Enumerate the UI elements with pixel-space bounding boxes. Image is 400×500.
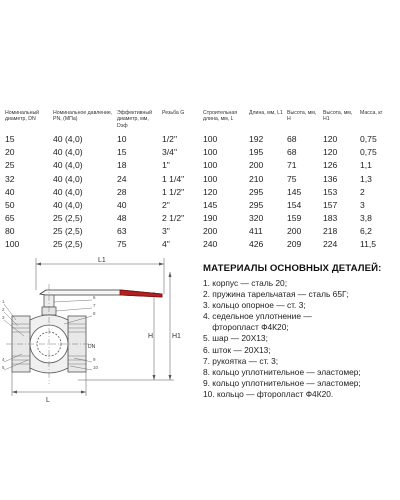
- table-cell: 25: [5, 160, 15, 171]
- table-row: [4, 238, 396, 251]
- table-cell: 24: [117, 173, 127, 184]
- table-cell: 50: [5, 199, 15, 210]
- table-cell: 25 (2,5): [53, 239, 83, 250]
- table-cell: 75: [117, 239, 127, 250]
- table-row: [4, 173, 396, 186]
- dim-label-h: H: [148, 333, 154, 340]
- table-cell: 1 1/4": [162, 173, 185, 184]
- materials-list: [203, 278, 399, 400]
- table-cell: 200: [287, 225, 302, 236]
- header-length-l: Строительная длина, мм, L: [203, 110, 238, 123]
- table-cell: 80: [5, 225, 15, 236]
- table-cell: 40 (4,0): [53, 199, 83, 210]
- valve-drawing: [2, 254, 202, 454]
- materials-list-item: 4. седельное уплотнение —: [203, 311, 312, 322]
- table-cell: 28: [117, 186, 127, 197]
- table-cell: 4": [162, 239, 170, 250]
- header-d-eff: Эффективный диаметр, мм, Dэф: [117, 110, 152, 129]
- table-cell: 3": [162, 225, 170, 236]
- header-thread: Резьба G: [162, 110, 185, 116]
- table-cell: 6,2: [360, 225, 372, 236]
- table-cell: 145: [287, 186, 302, 197]
- table-cell: 120: [203, 186, 218, 197]
- table-row: [4, 146, 396, 159]
- table-cell: 100: [203, 147, 218, 158]
- table-cell: 1 1/2": [162, 186, 185, 197]
- materials-list-item: 1. корпус — сталь 20;: [203, 278, 288, 288]
- table-cell: 126: [323, 160, 338, 171]
- table-cell: 145: [203, 199, 218, 210]
- table-cell: 63: [117, 225, 127, 236]
- table-cell: 100: [203, 160, 218, 171]
- callout-4: 4: [2, 357, 5, 362]
- table-cell: 1": [162, 160, 170, 171]
- table-cell: 2": [162, 199, 170, 210]
- table-cell: 1,1: [360, 160, 372, 171]
- materials-list-item: 3. кольцо опорное — ст. 3;: [203, 300, 306, 311]
- materials-list-item: 7. рукоятка — ст. 3;: [203, 355, 279, 366]
- callout-3: 3: [2, 315, 5, 320]
- table-cell: 320: [249, 212, 264, 223]
- header-mass: Масса, кг: [360, 110, 383, 116]
- table-cell: 25 (2,5): [53, 212, 83, 223]
- table-row: [4, 159, 396, 172]
- table-cell: 68: [287, 147, 297, 158]
- table-row: [4, 225, 396, 238]
- materials-list-item: 5. шар — 20Х13;: [203, 333, 268, 344]
- table-cell: 40 (4,0): [53, 134, 83, 145]
- table-cell: 200: [203, 225, 218, 236]
- table-cell: 20: [5, 147, 15, 158]
- header-height-h: Высота, мм, H: [287, 110, 317, 123]
- table-cell: 154: [287, 199, 302, 210]
- materials-list-item: 9. кольцо уплотнительное — эластомер;: [203, 377, 361, 388]
- table-cell: 183: [323, 212, 338, 223]
- table-cell: 1,3: [360, 173, 372, 184]
- table-cell: 65: [5, 212, 15, 223]
- header-dn: Номинальный диаметр, DN: [5, 110, 40, 123]
- table-cell: 1/2": [162, 134, 177, 145]
- materials-list-item: фторопласт Ф4К20;: [203, 322, 289, 333]
- table-cell: 100: [203, 173, 218, 184]
- callout-9: 9: [93, 357, 96, 362]
- table-cell: 40 (4,0): [53, 147, 83, 158]
- materials-list-item: 8. кольцо уплотнительное — эластомер;: [203, 366, 361, 377]
- dim-label-l: L: [46, 397, 50, 404]
- table-cell: 25 (2,5): [53, 225, 83, 236]
- table-cell: 40 (4,0): [53, 186, 83, 197]
- table-cell: 3/4": [162, 147, 177, 158]
- table-header-row: [4, 110, 396, 133]
- table-cell: 40 (4,0): [53, 160, 83, 171]
- callout-8: 8: [93, 311, 96, 316]
- callout-5: 5: [2, 365, 5, 370]
- materials-list-item: 2. пружина тарельчатая — сталь 65Г;: [203, 289, 349, 300]
- table-cell: 159: [287, 212, 302, 223]
- table-cell: 100: [5, 239, 20, 250]
- table-cell: 10: [117, 134, 127, 145]
- table-cell: 195: [249, 147, 264, 158]
- table-cell: 32: [5, 173, 15, 184]
- table-cell: 295: [249, 186, 264, 197]
- table-cell: 3,8: [360, 212, 372, 223]
- callout-1: 1: [2, 299, 5, 304]
- table-cell: 192: [249, 134, 264, 145]
- table-cell: 40: [117, 199, 127, 210]
- table-cell: 15: [5, 134, 15, 145]
- table-cell: 11,5: [360, 239, 377, 250]
- table-row: [4, 133, 396, 146]
- table-cell: 218: [323, 225, 338, 236]
- table-row: [4, 212, 396, 225]
- header-length-l1: Длина, мм, L1: [249, 110, 283, 116]
- callout-6: 6: [93, 295, 96, 300]
- table-cell: 136: [323, 173, 338, 184]
- table-cell: 71: [287, 160, 297, 171]
- table-cell: 0,75: [360, 134, 377, 145]
- table-cell: 200: [249, 160, 264, 171]
- table-cell: 295: [249, 199, 264, 210]
- materials-title: МАТЕРИАЛЫ ОСНОВНЫХ ДЕТАЛЕЙ:: [203, 263, 382, 274]
- table-cell: 3: [360, 199, 365, 210]
- table-cell: 153: [323, 186, 338, 197]
- table-cell: 68: [287, 134, 297, 145]
- callout-10: 10: [93, 365, 99, 370]
- table-cell: 224: [323, 239, 338, 250]
- table-cell: 120: [323, 147, 338, 158]
- table-cell: 209: [287, 239, 302, 250]
- dim-label-l1: L1: [98, 257, 106, 264]
- table-cell: 2 1/2": [162, 212, 185, 223]
- table-cell: 2: [360, 186, 365, 197]
- table-cell: 157: [323, 199, 338, 210]
- materials-list-item: 6. шток — 20Х13;: [203, 344, 271, 355]
- dim-label-h1: H1: [172, 333, 181, 340]
- callout-7: 7: [93, 303, 96, 308]
- materials-list-item: 10. кольцо — фторопласт Ф4К20.: [203, 388, 334, 399]
- header-pn: Номинальное давление, PN, (МПа): [53, 110, 113, 123]
- table-cell: 120: [323, 134, 338, 145]
- dim-label-dn: DN: [88, 344, 96, 350]
- table-cell: 48: [117, 212, 127, 223]
- table-cell: 190: [203, 212, 218, 223]
- table-cell: 426: [249, 239, 264, 250]
- table-cell: 40 (4,0): [53, 173, 83, 184]
- materials-section: [203, 263, 399, 400]
- table-cell: 75: [287, 173, 297, 184]
- header-height-h1: Высота, мм, H1: [323, 110, 353, 123]
- table-row: [4, 199, 396, 212]
- table-cell: 210: [249, 173, 264, 184]
- table-cell: 411: [249, 225, 263, 236]
- table-cell: 0,75: [360, 147, 377, 158]
- table-cell: 15: [117, 147, 127, 158]
- table-cell: 18: [117, 160, 127, 171]
- specifications-table: [4, 110, 396, 251]
- callout-2: 2: [2, 307, 5, 312]
- table-cell: 100: [203, 134, 218, 145]
- table-cell: 240: [203, 239, 218, 250]
- table-cell: 40: [5, 186, 15, 197]
- table-row: [4, 186, 396, 199]
